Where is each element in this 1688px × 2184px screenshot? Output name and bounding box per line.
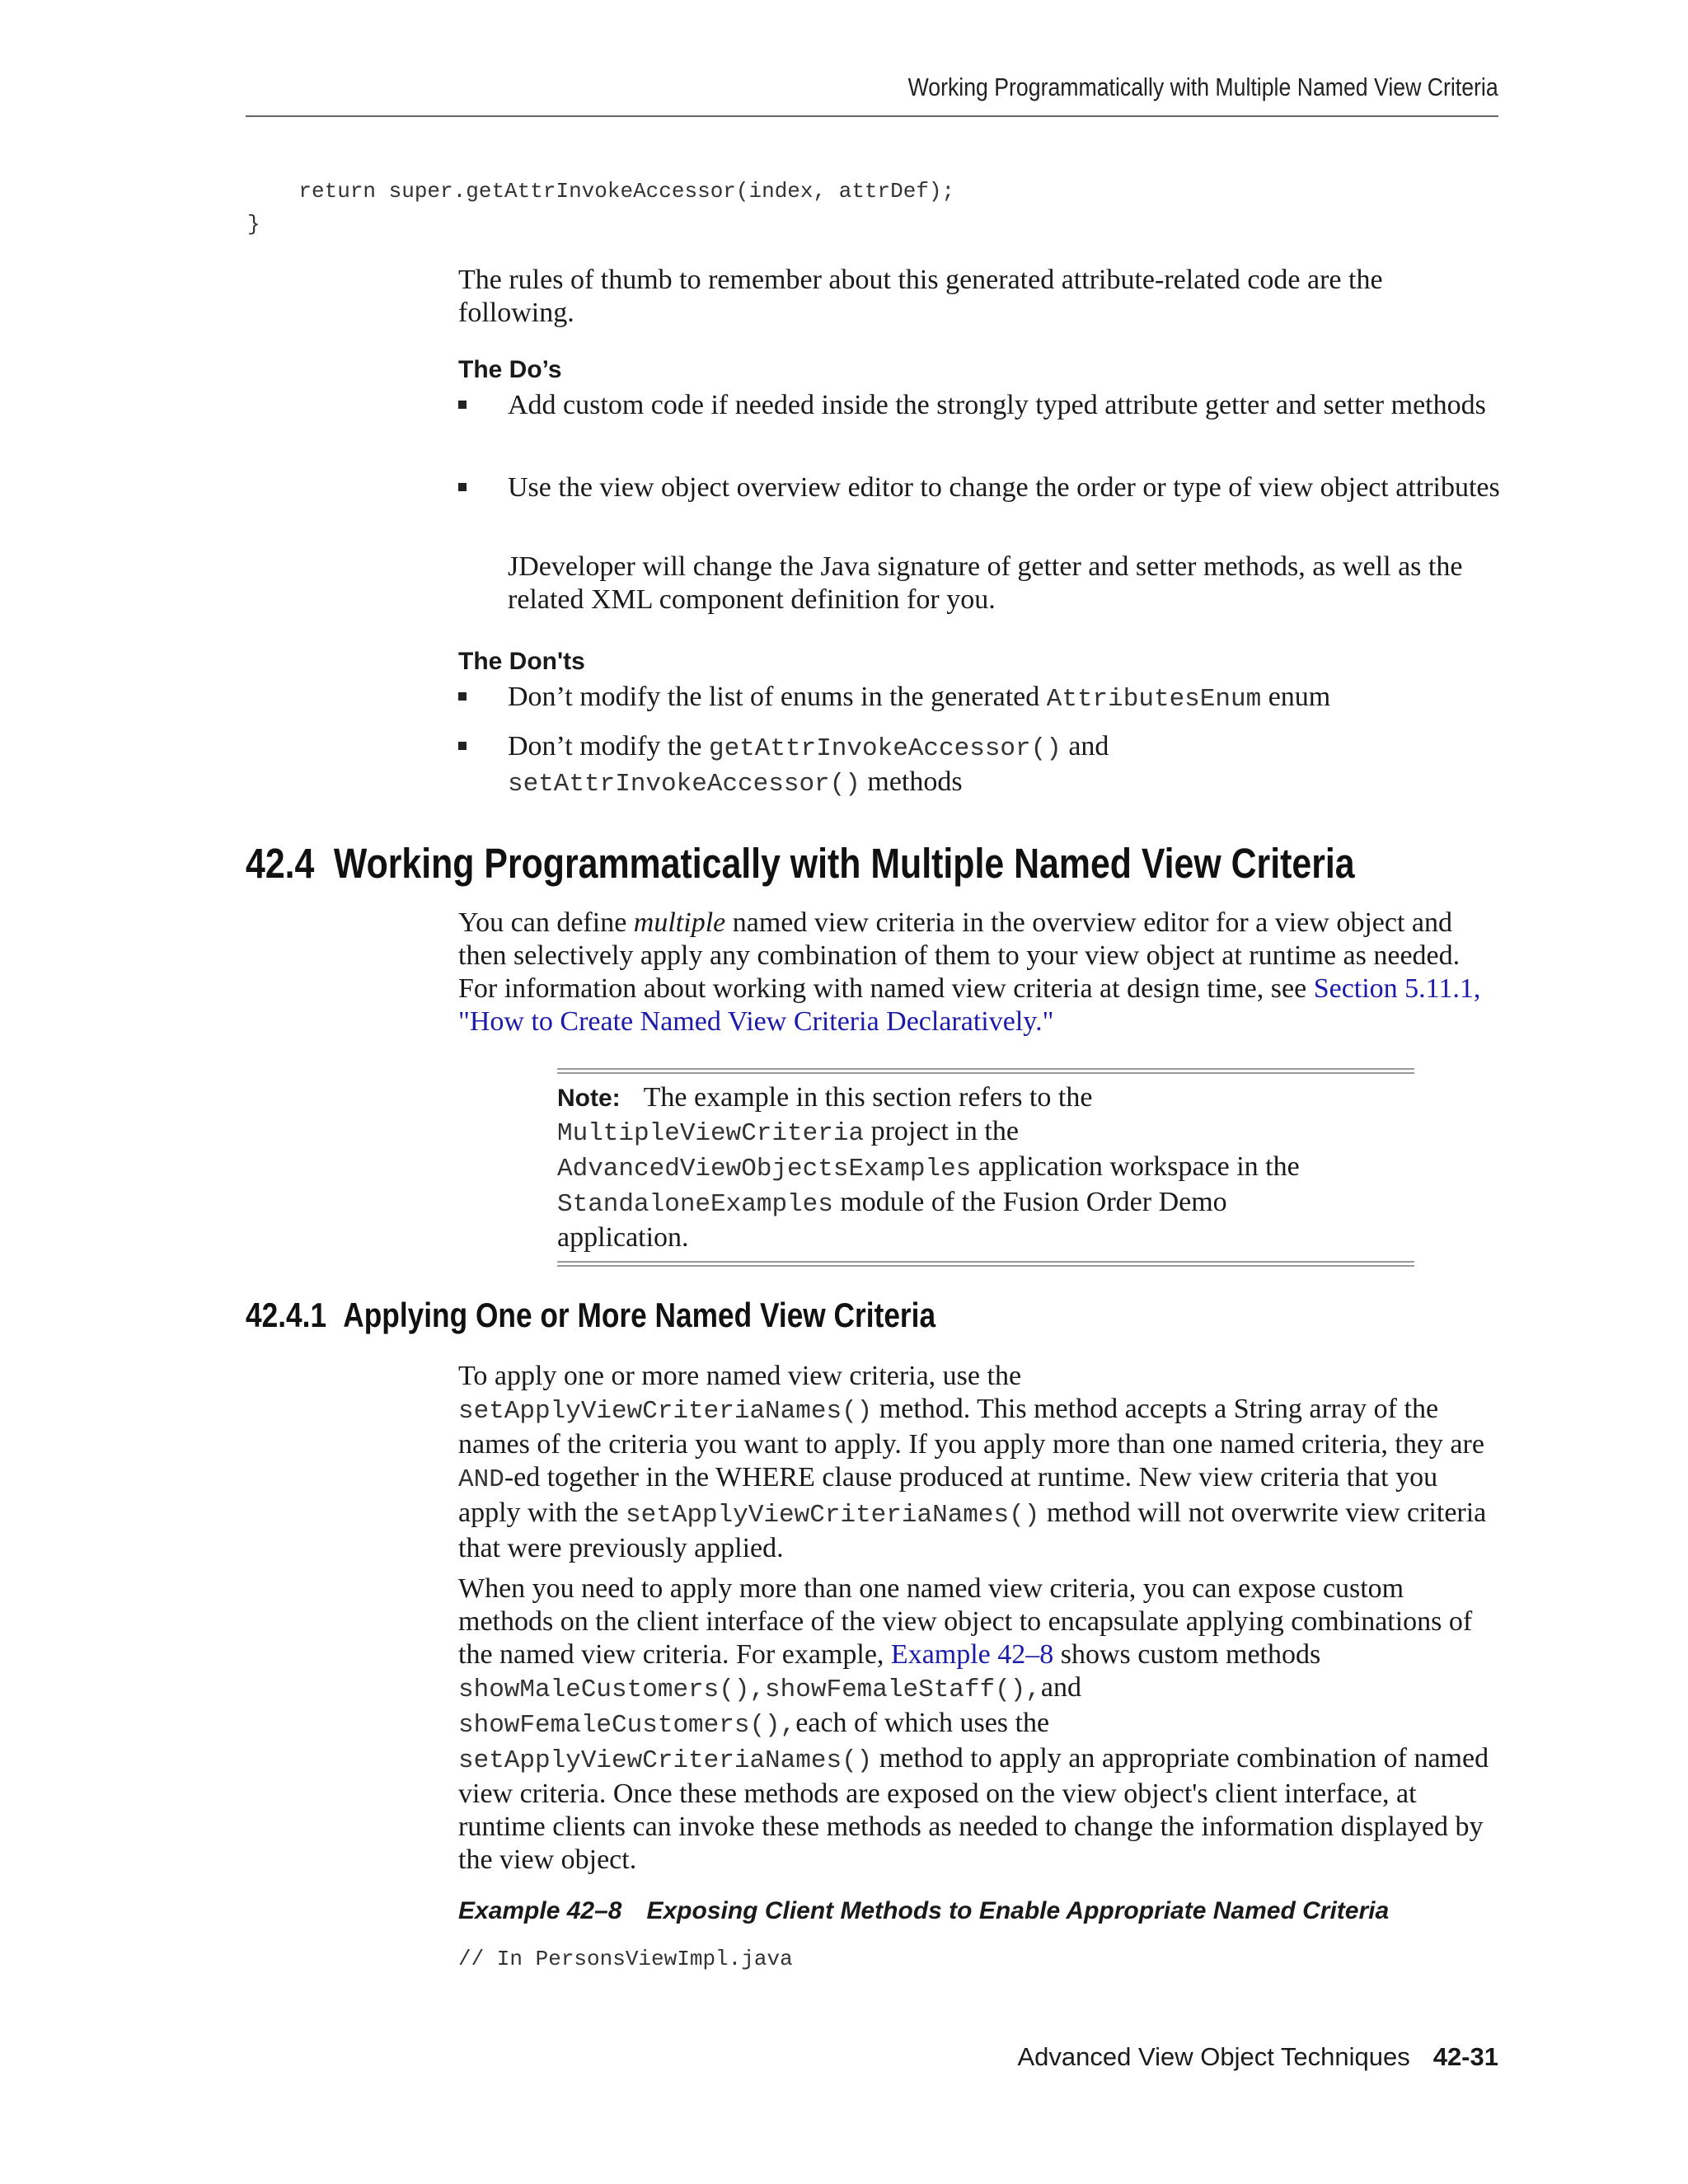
page-footer (1017, 2042, 1498, 2072)
note-label: Note: (557, 1085, 621, 1112)
note-box: Note: The example in this section refers to the MultipleViewCriteria project in the AdvancedViewObjectsExamples application workspace in the StandaloneExamples module of the Fusion Order Demo application. (557, 1082, 1300, 1253)
subsection-paragraph-1: To apply one or more named view criteria, use the setApplyViewCriteriaNames() method. This method accepts a String array of the names of the criteria you want to apply. If you apply more than one named criteria, they are AND-ed together in the WHERE clause produced at runtime. New view criteria that you apply with the setApplyViewCriteriaNames() method will not overwrite view criteria that were previously applied. (458, 1361, 1487, 1563)
donts-item-2: Don’t modify the getAttrInvokeAccessor() and setAttrInvokeAccessor() methods (458, 730, 1505, 796)
header-rule (246, 115, 1498, 117)
section-paragraph: You can define multiple named view criteria in the overview editor for a view object and then selectively apply any combination of them to your view object at runtime as needed. For information about working with named view criteria at design time, see Section 5.11.1, "How to Create Named View Criteria Declaratively." (458, 907, 1481, 1037)
code-block-top: return super.getAttrInvokeAccessor(index, attrDef); } (247, 179, 955, 237)
note-bottom-rule (557, 1261, 1414, 1267)
example-caption: Example 42–8 Exposing Client Methods to Enable Appropriate Named Criteria (458, 1897, 1390, 1924)
donts-item-1: Don’t modify the list of enums in the generated AttributesEnum enum (458, 681, 1505, 714)
section-heading: 42.4 Working Programmatically with Multiple Named View Criteria (246, 840, 1355, 887)
footer-chapter: Advanced View Object Techniques (1017, 2042, 1410, 2071)
example-42-8-link[interactable]: Example 42–8 (890, 1639, 1054, 1670)
bullet-icon (458, 692, 467, 701)
code-block-bottom: // In PersonsViewImpl.java (458, 1947, 793, 1971)
subsection-paragraph-2: When you need to apply more than one named view criteria, you can expose custom methods on the client interface of the view object to encapsulate applying combinations of the named view criteria. For example, Example 42–8 shows custom methods showMaleCustomers(),showFemaleStaff(),and showFemaleCustomers(),each of which uses the setApplyViewCriteriaNames() method to apply an appropriate combination of named view criteria. Once these methods are exposed on the view object's client interface, at runtime clients can invoke these methods as needed to change the information displayed by the view object. (458, 1573, 1489, 1875)
note-top-rule (557, 1068, 1414, 1074)
dos-item-2: Use the view object overview editor to change the order or type of view object attributes (458, 471, 1505, 537)
section-5-11-1-link[interactable]: Section 5.11.1, "How to Create Named View Criteria Declaratively." (458, 973, 1481, 1037)
dos-item-2-detail: JDeveloper will change the Java signature of getter and setter methods, as well as the related XML component definition for you. (508, 551, 1463, 615)
bullet-icon (458, 401, 467, 409)
bullet-icon (458, 742, 467, 750)
subsection-heading: 42.4.1 Applying One or More Named View Criteria (246, 1296, 936, 1334)
donts-heading: The Don'ts (458, 648, 585, 675)
running-header: Working Programmatically with Multiple Named View Criteria (907, 73, 1498, 101)
intro-paragraph: The rules of thumb to remember about this generated attribute-related code are the following. (458, 265, 1383, 328)
dos-item-1: Add custom code if needed inside the strongly typed attribute getter and setter methods (458, 389, 1505, 455)
bullet-icon (458, 483, 467, 491)
page-number: 42-31 (1432, 2042, 1498, 2071)
dos-heading: The Do’s (458, 356, 562, 383)
